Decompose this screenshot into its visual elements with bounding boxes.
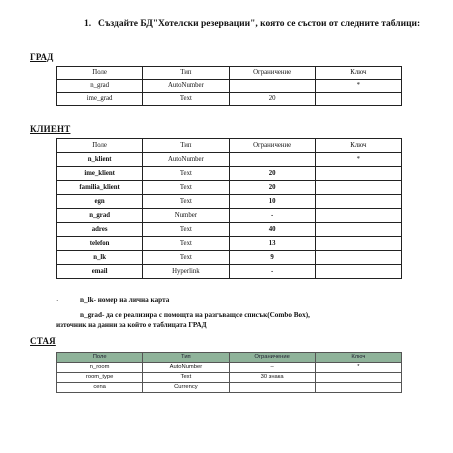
cell-constraint: 10	[229, 195, 315, 209]
cell-type: Text	[143, 223, 229, 237]
cell-type: Currency	[143, 383, 229, 393]
table-row	[57, 167, 402, 181]
cell-constraint: 9	[229, 251, 315, 265]
table-row	[57, 265, 402, 279]
header-type: Тип	[143, 139, 229, 153]
cell-constraint: -	[229, 209, 315, 223]
cell-type: Text	[143, 251, 229, 265]
header-field: Поле	[57, 139, 143, 153]
cell-type: AutoNumber	[143, 363, 229, 373]
cell-constraint	[229, 383, 315, 393]
table-row	[57, 153, 402, 167]
cell-constraint: 40	[229, 223, 315, 237]
cell-type: Number	[143, 209, 229, 223]
cell-key	[315, 93, 401, 106]
table-row	[57, 373, 402, 383]
table-row	[57, 237, 402, 251]
cell-key	[315, 237, 401, 251]
cell-field: ime_grad	[57, 93, 143, 106]
cell-field: room_type	[57, 373, 143, 383]
cell-constraint: –	[229, 363, 315, 373]
section-title-staya: СТАЯ	[30, 336, 56, 346]
header-type: Тип	[143, 67, 229, 80]
cell-key: *	[315, 363, 401, 373]
cell-field: adres	[57, 223, 143, 237]
header-field: Поле	[57, 67, 143, 80]
table-row	[57, 251, 402, 265]
header-constraint: Ограничение	[229, 139, 315, 153]
header-key: Ключ	[315, 139, 401, 153]
task-number: 1.	[84, 19, 92, 29]
table-grad	[56, 66, 402, 106]
cell-field: n_klient	[57, 153, 143, 167]
cell-type: Text	[143, 237, 229, 251]
table-row	[57, 383, 402, 393]
cell-type: Text	[143, 93, 229, 106]
section-title-klient: КЛИЕНТ	[30, 124, 71, 134]
cell-field: telefon	[57, 237, 143, 251]
table-row	[57, 209, 402, 223]
cell-key	[315, 373, 401, 383]
header-type: Тип	[143, 353, 229, 363]
table-row	[57, 363, 402, 373]
cell-type: Text	[143, 167, 229, 181]
cell-type: Text	[143, 373, 229, 383]
table-row	[57, 93, 402, 106]
cell-type: AutoNumber	[143, 80, 229, 93]
cell-field: n_room	[57, 363, 143, 373]
cell-field: cena	[57, 383, 143, 393]
header-key: Ключ	[315, 353, 401, 363]
cell-field: egn	[57, 195, 143, 209]
cell-field: n_lk	[57, 251, 143, 265]
cell-type: Hyperlink	[143, 265, 229, 279]
cell-key	[315, 181, 401, 195]
table-row	[57, 80, 402, 93]
note-n-grad-line2: източник на данни за който е таблицата ГРАД	[56, 321, 207, 329]
cell-key	[315, 223, 401, 237]
cell-constraint: -	[229, 265, 315, 279]
cell-constraint: 13	[229, 237, 315, 251]
cell-constraint: 20	[229, 167, 315, 181]
table-klient	[56, 138, 402, 279]
cell-field: familia_klient	[57, 181, 143, 195]
table-header-row	[57, 353, 402, 363]
table-header-row	[57, 139, 402, 153]
note-n-grad-line1: n_grad- да се реализира с помощта на разгъващсе списък(Combo Box),	[80, 311, 310, 319]
cell-field: ime_klient	[57, 167, 143, 181]
cell-constraint: 30 знака	[229, 373, 315, 383]
task-heading	[84, 18, 424, 30]
cell-constraint	[229, 153, 315, 167]
table-row	[57, 223, 402, 237]
table-row	[57, 181, 402, 195]
cell-key: *	[315, 80, 401, 93]
cell-key	[315, 383, 401, 393]
cell-key	[315, 167, 401, 181]
table-header-row	[57, 67, 402, 80]
cell-type: Text	[143, 181, 229, 195]
table-staya	[56, 352, 402, 393]
cell-constraint: 20	[229, 181, 315, 195]
cell-key	[315, 265, 401, 279]
header-field: Поле	[57, 353, 143, 363]
table-row	[57, 195, 402, 209]
cell-field: email	[57, 265, 143, 279]
cell-field: n_grad	[57, 80, 143, 93]
task-text: Създайте БД"Хотелски резервации", която се състои от следните таблици:	[98, 19, 421, 29]
cell-type: Text	[143, 195, 229, 209]
header-key: Ключ	[315, 67, 401, 80]
cell-key: *	[315, 153, 401, 167]
cell-constraint: 20	[229, 93, 315, 106]
note-n-lk: n_lk- номер на лична карта	[80, 296, 170, 304]
header-constraint: Ограничение	[229, 67, 315, 80]
note-bullet: ·	[56, 297, 59, 305]
cell-type: AutoNumber	[143, 153, 229, 167]
cell-key	[315, 195, 401, 209]
cell-field: n_grad	[57, 209, 143, 223]
header-constraint: Ограничение	[229, 353, 315, 363]
cell-constraint	[229, 80, 315, 93]
section-title-grad: ГРАД	[30, 52, 54, 62]
cell-key	[315, 209, 401, 223]
cell-key	[315, 251, 401, 265]
